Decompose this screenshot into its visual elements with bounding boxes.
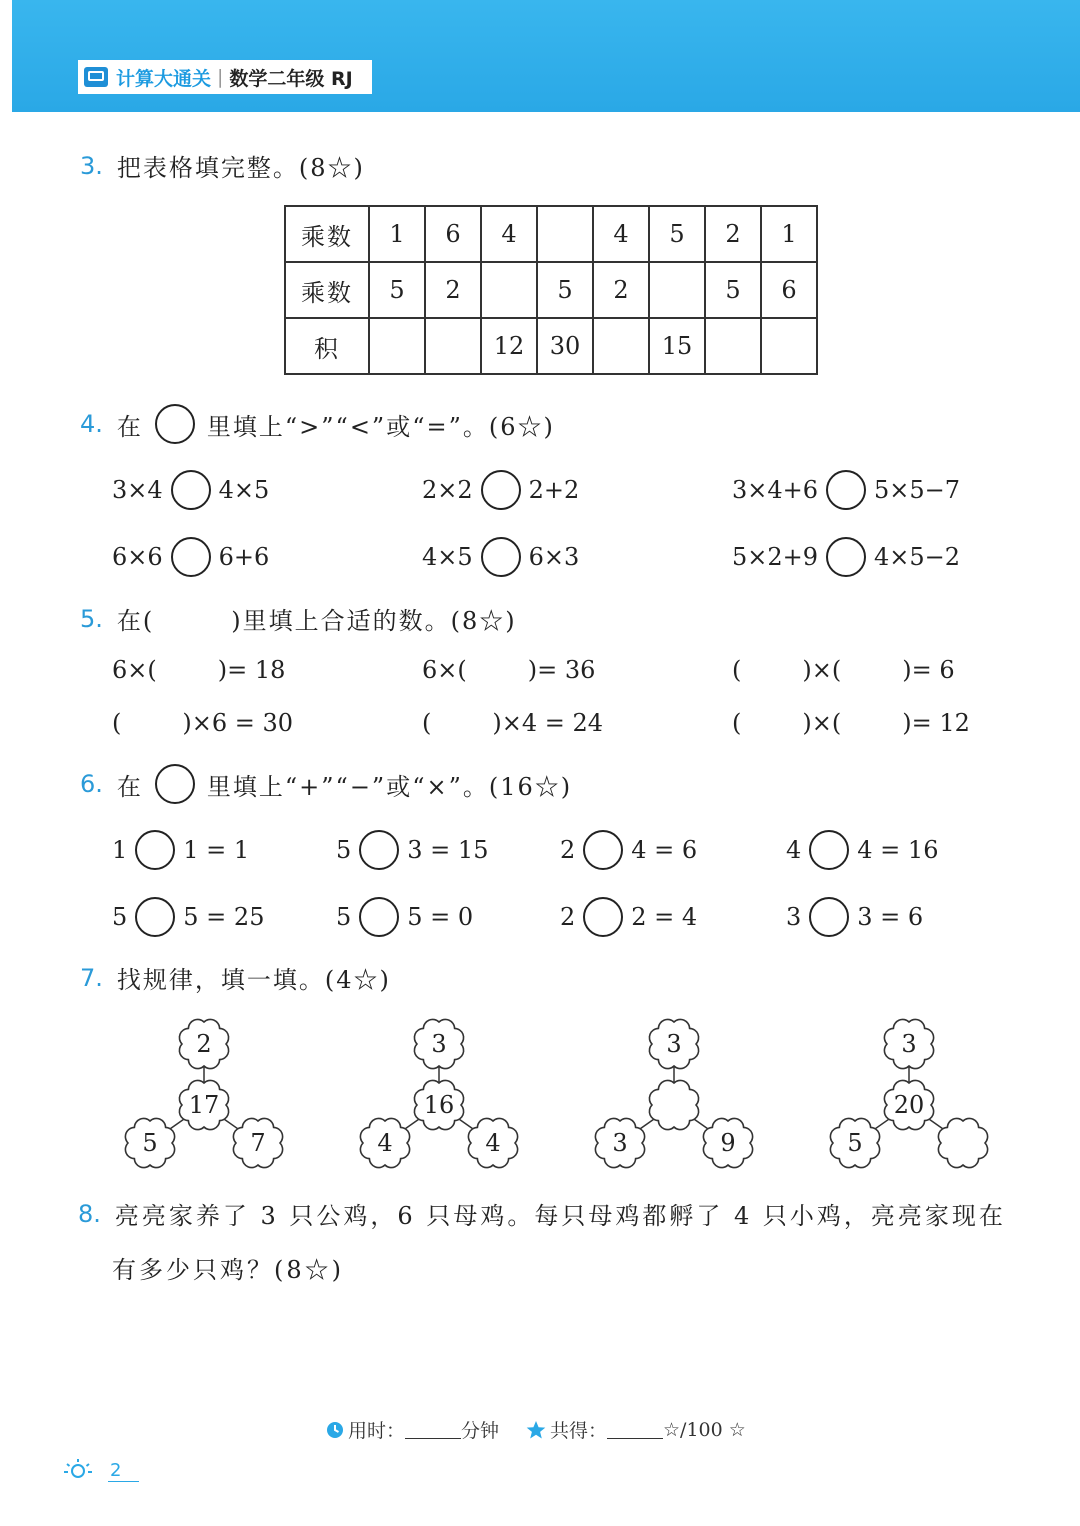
cloud-number: 3 <box>612 1129 628 1157</box>
question-7 <box>80 960 391 995</box>
question-number: 8. <box>78 1199 101 1228</box>
score-blank[interactable] <box>607 1420 663 1439</box>
operand: 5 <box>336 903 352 931</box>
fill-blank-item[interactable]: ( )×4 = 24 <box>422 709 604 737</box>
question-text-line2: 有多少只鸡？(8☆) <box>112 1256 344 1284</box>
operator-item <box>786 897 923 937</box>
answer-circle[interactable] <box>135 897 175 937</box>
table-cell-blank[interactable] <box>705 318 761 374</box>
left-expression: 6×6 <box>112 543 163 571</box>
circle-icon <box>155 764 195 804</box>
fill-blank-item[interactable]: ( )×6 = 30 <box>112 709 294 737</box>
compare-item <box>112 470 269 510</box>
right-expression: 4×5−2 <box>874 543 961 571</box>
operand: 2 <box>560 836 576 864</box>
question-number: 3. <box>80 151 103 180</box>
operand: 3 <box>786 903 802 931</box>
number-pattern-diagram <box>110 1010 990 1180</box>
operand: 1 <box>112 836 128 864</box>
answer-circle[interactable] <box>809 830 849 870</box>
question-text-pre: 在 <box>116 772 143 801</box>
table-cell-blank[interactable] <box>649 262 705 318</box>
left-expression: 4×5 <box>422 543 473 571</box>
table-cell: 2 <box>705 206 761 262</box>
cloud-number: 4 <box>485 1129 501 1157</box>
answer-circle[interactable] <box>809 897 849 937</box>
table-cell-blank[interactable] <box>761 318 817 374</box>
right-expression: 4×5 <box>218 476 270 504</box>
header-subtitle: 数学二年级 RJ <box>229 67 353 90</box>
multiplication-table <box>284 205 818 375</box>
question-5 <box>80 601 517 636</box>
question-text: 把表格填完整。(8☆) <box>116 154 365 182</box>
left-expression: 5×2+9 <box>732 543 819 571</box>
answer-circle[interactable] <box>171 470 211 510</box>
table-cell-blank[interactable] <box>481 262 537 318</box>
question-text-pre: 在 <box>116 412 143 441</box>
equation-rest: 1 = 1 <box>183 836 250 864</box>
table-cell: 4 <box>481 206 537 262</box>
operator-item <box>336 897 473 937</box>
time-label: 用时： <box>348 1420 406 1442</box>
circle-icon <box>155 404 195 444</box>
sun-icon <box>62 1456 94 1482</box>
question-text-post: 里填上“>”“<”或“=”。(6☆) <box>206 412 555 441</box>
right-expression: 6+6 <box>218 543 270 571</box>
compare-item <box>732 470 960 510</box>
equation-rest: 3 = 6 <box>857 903 924 931</box>
cloud-number: 3 <box>901 1030 917 1058</box>
question-4 <box>80 404 555 444</box>
cloud-number: 16 <box>423 1091 455 1119</box>
operator-item <box>112 897 264 937</box>
star-icon <box>526 1420 546 1440</box>
operand: 5 <box>336 836 352 864</box>
equation-rest: 5 = 25 <box>183 903 265 931</box>
right-expression: 5×5−7 <box>874 476 961 504</box>
question-6 <box>80 764 572 804</box>
clock-icon <box>326 1421 344 1439</box>
fill-blank-item[interactable]: 6×( )= 18 <box>112 656 286 684</box>
compare-item <box>422 470 579 510</box>
question-text-line1: 亮亮家养了 3 只公鸡，6 只母鸡。每只母鸡都孵了 4 只小鸡，亮亮家现在 <box>114 1202 1006 1230</box>
table-cell: 1 <box>761 206 817 262</box>
operand: 2 <box>560 903 576 931</box>
row-header: 乘数 <box>285 206 369 262</box>
table-cell: 12 <box>481 318 537 374</box>
answer-circle[interactable] <box>826 470 866 510</box>
table-cell: 30 <box>537 318 593 374</box>
row-header: 乘数 <box>285 262 369 318</box>
page-number: 2 <box>108 1460 139 1482</box>
answer-circle[interactable] <box>135 830 175 870</box>
cloud-number: 20 <box>893 1091 925 1119</box>
time-blank[interactable] <box>405 1420 461 1439</box>
right-expression: 2+2 <box>528 476 580 504</box>
operand: 4 <box>786 836 802 864</box>
operator-item <box>112 830 249 870</box>
answer-circle[interactable] <box>826 537 866 577</box>
cloud-number: 7 <box>250 1129 266 1157</box>
answer-circle[interactable] <box>481 537 521 577</box>
equation-rest: 4 = 16 <box>857 836 939 864</box>
table-cell-blank[interactable] <box>593 318 649 374</box>
answer-circle[interactable] <box>481 470 521 510</box>
cloud-number: 17 <box>188 1091 220 1119</box>
header-separator: | <box>217 66 224 88</box>
table-row <box>285 262 817 318</box>
score-record <box>526 1416 746 1443</box>
cloud-number: 3 <box>666 1030 682 1058</box>
row-header: 积 <box>285 318 369 374</box>
operator-item <box>336 830 488 870</box>
question-number: 4. <box>80 410 103 438</box>
question-text: 找规律，填一填。(4☆) <box>116 966 391 994</box>
header-margin <box>0 0 12 112</box>
compare-item <box>422 537 579 577</box>
table-cell-blank[interactable] <box>369 318 425 374</box>
question-8 <box>78 1196 1006 1231</box>
table-row <box>285 318 817 374</box>
right-expression: 6×3 <box>528 543 580 571</box>
cloud-number: 5 <box>142 1129 158 1157</box>
equation-rest: 4 = 6 <box>631 836 698 864</box>
question-text-post: 里填上“+”“−”或“×”。(16☆) <box>206 772 573 801</box>
cloud-shape <box>649 1080 698 1129</box>
operand: 5 <box>112 903 128 931</box>
table-cell: 2 <box>593 262 649 318</box>
operator-item <box>560 830 697 870</box>
book-icon <box>84 67 108 87</box>
question-number: 7. <box>80 963 103 992</box>
table-cell: 6 <box>425 206 481 262</box>
operator-item <box>560 897 697 937</box>
answer-circle[interactable] <box>583 897 623 937</box>
table-cell: 4 <box>593 206 649 262</box>
table-cell-blank[interactable] <box>425 318 481 374</box>
cloud-shape <box>938 1118 987 1167</box>
left-expression: 3×4+6 <box>732 476 819 504</box>
header-title-box <box>78 60 372 94</box>
answer-circle[interactable] <box>359 897 399 937</box>
fill-blank-item[interactable]: 6×( )= 36 <box>422 656 596 684</box>
cloud-number: 3 <box>431 1030 447 1058</box>
table-cell: 2 <box>425 262 481 318</box>
compare-item <box>112 537 269 577</box>
question-3 <box>80 148 365 183</box>
question-number: 5. <box>80 604 103 633</box>
left-expression: 3×4 <box>112 476 163 504</box>
table-row <box>285 206 817 262</box>
fill-blank-item[interactable]: ( )×( )= 12 <box>732 709 970 737</box>
answer-circle[interactable] <box>359 830 399 870</box>
operator-item <box>786 830 938 870</box>
equation-rest: 5 = 0 <box>407 903 474 931</box>
table-cell: 5 <box>537 262 593 318</box>
score-label: 共得： <box>550 1420 608 1442</box>
time-unit: 分钟 <box>461 1420 500 1442</box>
table-cell-blank[interactable] <box>537 206 593 262</box>
left-expression: 2×2 <box>422 476 473 504</box>
question-text: 在( )里填上合适的数。(8☆) <box>116 607 517 635</box>
table-cell: 5 <box>705 262 761 318</box>
table-cell: 15 <box>649 318 705 374</box>
compare-item <box>732 537 960 577</box>
header-title: 计算大通关 <box>116 67 212 90</box>
table-cell: 1 <box>369 206 425 262</box>
header-band <box>12 0 1080 112</box>
score-suffix: ☆/100 ☆ <box>663 1418 746 1441</box>
cloud-number: 4 <box>377 1129 393 1157</box>
cloud-number: 9 <box>720 1129 736 1157</box>
table-cell: 5 <box>649 206 705 262</box>
page-footer <box>62 1456 139 1482</box>
answer-circle[interactable] <box>171 537 211 577</box>
equation-rest: 3 = 15 <box>407 836 489 864</box>
fill-blank-item[interactable]: ( )×( )= 6 <box>732 656 955 684</box>
table-cell: 6 <box>761 262 817 318</box>
time-record <box>326 1416 499 1443</box>
equation-rest: 2 = 4 <box>631 903 698 931</box>
table-cell: 5 <box>369 262 425 318</box>
cloud-number: 5 <box>847 1129 863 1157</box>
answer-circle[interactable] <box>583 830 623 870</box>
question-number: 6. <box>80 770 103 798</box>
cloud-number: 2 <box>196 1030 212 1058</box>
